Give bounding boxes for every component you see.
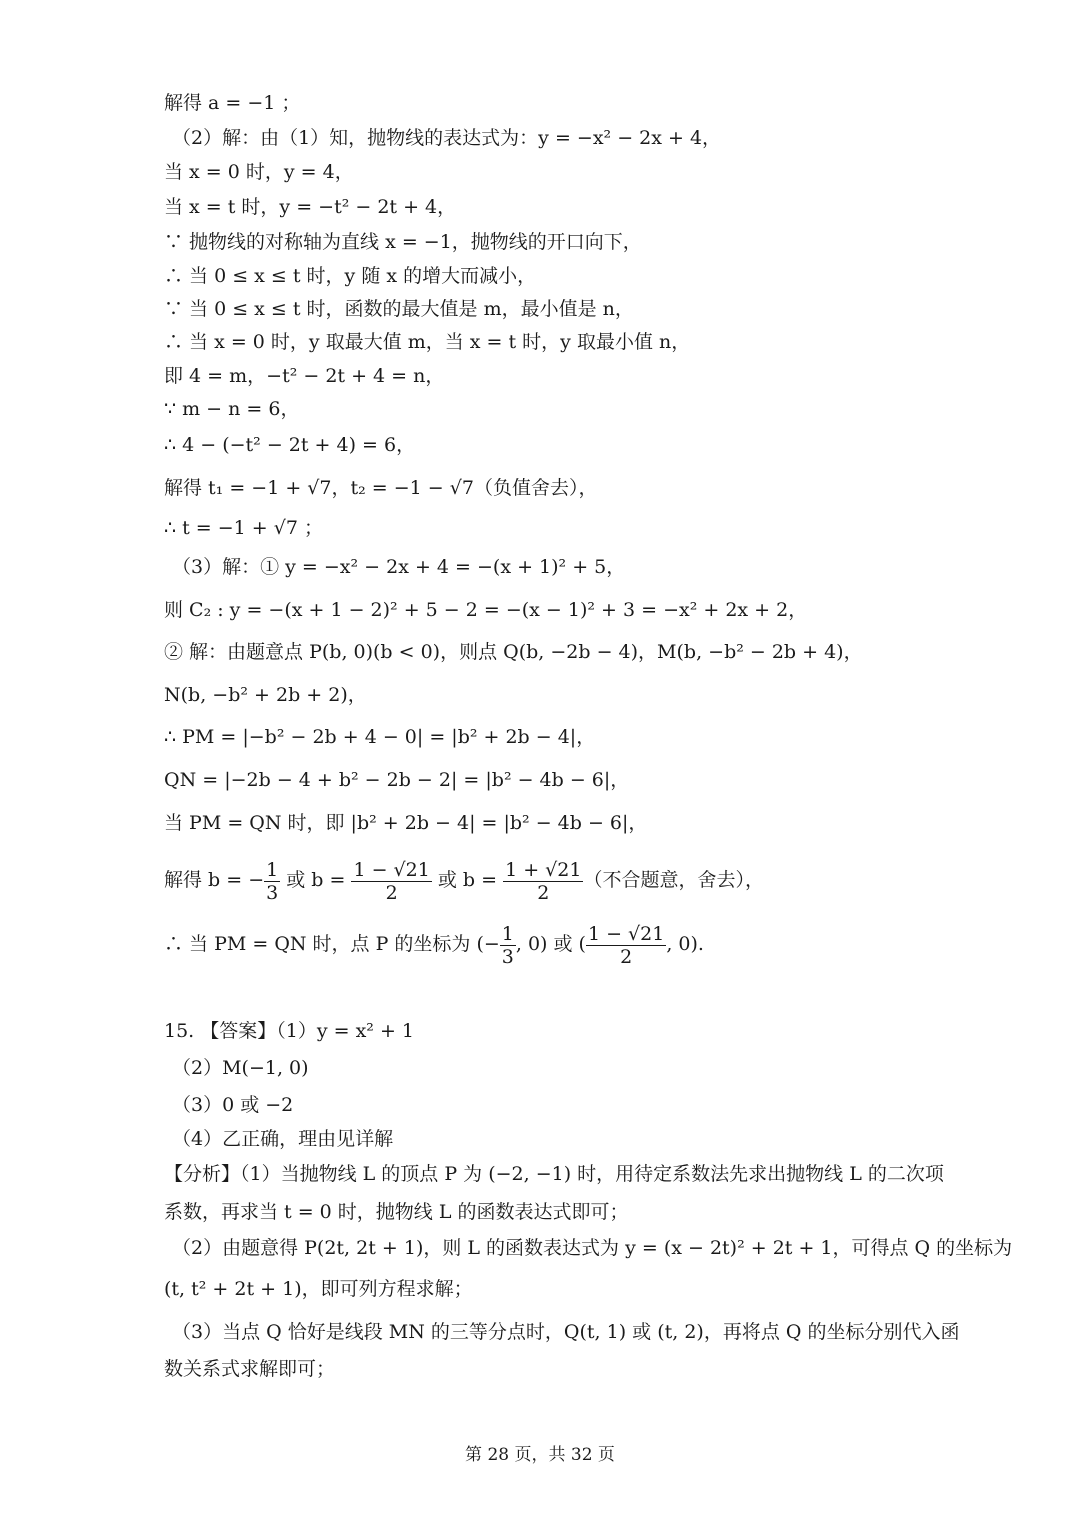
fraction-numerator: 1 — [501, 922, 514, 945]
solve-b-line — [164, 856, 930, 904]
solution-line: （3）解：① y = −x² − 2x + 4 = −(x + 1)² + 5， — [172, 556, 626, 578]
solution-line: ∵ m − n = 6， — [164, 398, 300, 420]
analysis-line: 系数，再求当 t = 0 时，抛物线 L 的函数表达式即可； — [164, 1201, 629, 1223]
solution-line: ② 解：由题意点 P(b, 0)(b < 0)，则点 Q(b, −2b − 4)，M(b, −b² − 2b + 4)， — [164, 641, 863, 663]
solution-line: （2）解：由（1）知，抛物线的表达式为：y = −x² − 2x + 4， — [172, 127, 722, 149]
solution-line: QN = |−2b − 4 + b² − 2b − 2| = |b² − 4b − 6|， — [164, 769, 630, 791]
fraction-numerator: 1 + √21 — [505, 858, 582, 881]
answer-line: （4）乙正确，理由见详解 — [172, 1128, 394, 1150]
fraction — [264, 859, 280, 904]
solution-line: ∴ 4 − (−t² − 2t + 4) = 6， — [164, 434, 416, 456]
analysis-line: 【分析】（1）当抛物线 L 的顶点 P 为 (−2, −1) 时，用待定系数法先求出抛物线 L 的二次项 — [164, 1163, 944, 1185]
fraction-denominator: 2 — [620, 945, 633, 968]
solve-b-mid: 或 b = — [431, 869, 504, 891]
solution-line: 则 C₂ : y = −(x + 1 − 2)² + 5 − 2 = −(x − 1)² + 3 = −x² + 2x + 2， — [164, 599, 808, 621]
solve-b-suffix: （不合题意，舍去）， — [583, 869, 764, 891]
solve-b-prefix: 解得 b = − — [164, 869, 265, 891]
fraction-denominator: 3 — [501, 945, 514, 968]
solution-line: ∴ PM = |−b² − 2b + 4 − 0| = |b² + 2b − 4|， — [164, 726, 596, 748]
solution-line: ∴ 当 x = 0 时，y 取最大值 m，当 x = t 时，y 取最小值 n， — [164, 331, 691, 353]
solution-line: 当 x = 0 时，y = 4， — [164, 161, 354, 183]
fraction — [500, 923, 516, 968]
fraction-numerator: 1 — [266, 858, 279, 881]
solution-line: ∵ 抛物线的对称轴为直线 x = −1，抛物线的开口向下， — [164, 231, 642, 253]
fraction-denominator: 2 — [537, 881, 550, 904]
fraction — [503, 859, 583, 904]
analysis-line: （2）由题意得 P(2t, 2t + 1)，则 L 的函数表达式为 y = (x − 2t)² + 2t + 1，可得点 Q 的坐标为 — [172, 1237, 1013, 1259]
coord-mid: , 0) 或 ( — [515, 933, 586, 955]
page-footer: 第 28 页，共 32 页 — [465, 1445, 615, 1465]
solution-line: 当 PM = QN 时，即 |b² + 2b − 4| = |b² − 4b − 6|， — [164, 812, 648, 834]
analysis-line: (t, t² + 2t + 1)，即可列方程求解； — [164, 1278, 473, 1300]
solution-line: ∵ 当 0 ≤ x ≤ t 时，函数的最大值是 m，最小值是 n， — [164, 298, 634, 320]
answer-line: （3）0 或 −2 — [172, 1094, 294, 1116]
solution-line: 解得 a = −1 ； — [164, 92, 301, 114]
solution-line: 解得 t₁ = −1 + √7，t₂ = −1 − √7（负值舍去）， — [164, 477, 598, 499]
solution-line: N(b, −b² + 2b + 2)， — [164, 684, 367, 706]
fraction — [351, 859, 431, 904]
coord-suffix: , 0). — [666, 933, 704, 955]
answer-heading: 15. 【答案】（1）y = x² + 1 — [164, 1020, 414, 1042]
solve-b-mid: 或 b = — [280, 869, 352, 891]
analysis-line: 数关系式求解即可； — [164, 1358, 336, 1380]
solution-line: ∴ t = −1 + √7 ； — [164, 517, 324, 539]
solution-line: 即 4 = m，−t² − 2t + 4 = n， — [164, 365, 445, 387]
answer-line: （2）M(−1, 0) — [172, 1057, 309, 1079]
fraction-numerator: 1 − √21 — [587, 922, 665, 945]
fraction-denominator: 3 — [266, 881, 279, 904]
coord-line — [164, 920, 930, 968]
analysis-line: （3）当点 Q 恰好是线段 MN 的三等分点时，Q(t, 1) 或 (t, 2)，再将点 Q 的坐标分别代入函 — [172, 1321, 960, 1343]
fraction — [586, 923, 666, 968]
coord-prefix: ∴ 当 PM = QN 时，点 P 的坐标为 (− — [164, 933, 500, 955]
solution-line: 当 x = t 时，y = −t² − 2t + 4， — [164, 196, 457, 218]
fraction-numerator: 1 − √21 — [353, 858, 430, 881]
fraction-denominator: 2 — [385, 881, 398, 904]
solution-line: ∴ 当 0 ≤ x ≤ t 时，y 随 x 的增大而减小， — [164, 265, 537, 287]
